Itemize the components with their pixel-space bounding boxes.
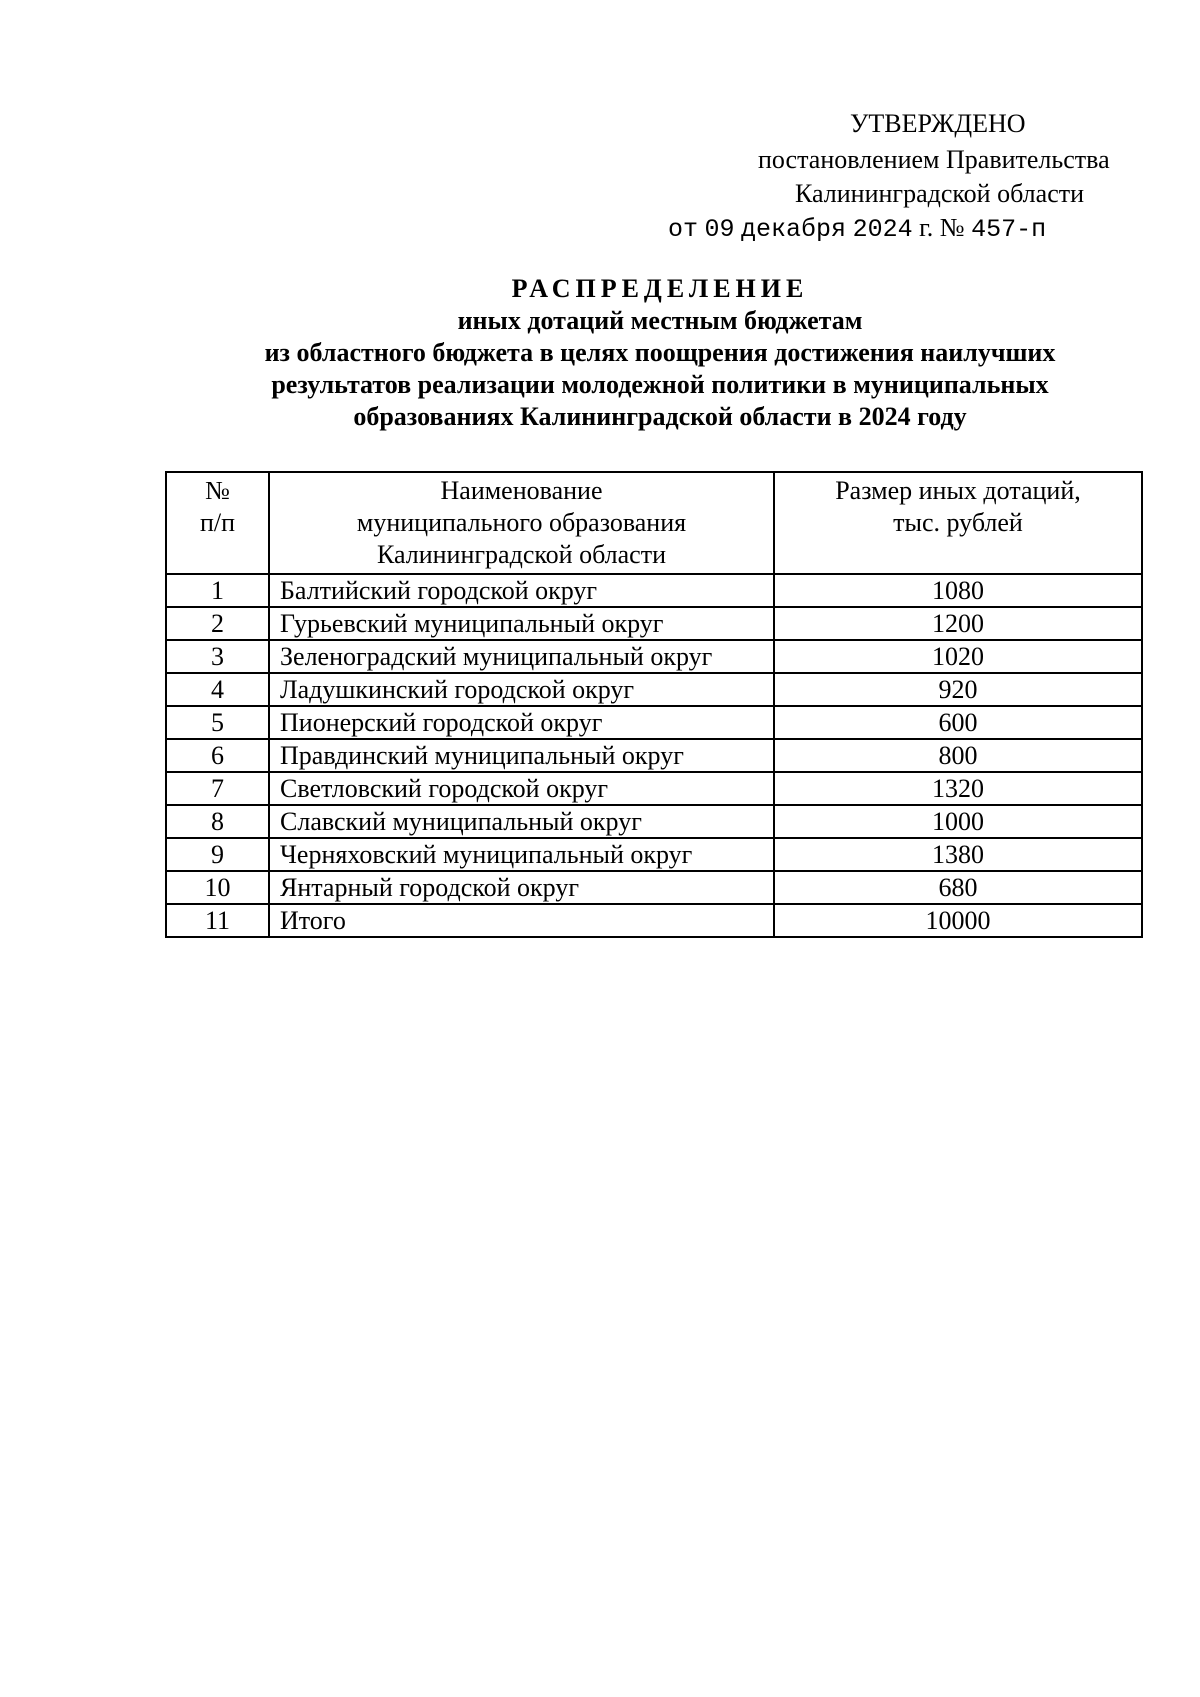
row-municipality-name: Итого <box>269 904 774 937</box>
approval-date-prefix: от <box>668 215 699 244</box>
column-header-number-line-2: п/п <box>199 508 236 537</box>
row-number: 9 <box>166 838 269 871</box>
column-header-name-line-3: Калининградской области <box>376 540 666 569</box>
row-number: 5 <box>166 706 269 739</box>
table-row <box>166 805 1142 838</box>
row-number: 3 <box>166 640 269 673</box>
row-subsidy-value: 1200 <box>774 607 1142 640</box>
row-subsidy-value: 10000 <box>774 904 1142 937</box>
row-number: 1 <box>166 574 269 607</box>
approval-block <box>0 108 1200 248</box>
table-row <box>166 607 1142 640</box>
row-subsidy-value: 1000 <box>774 805 1142 838</box>
table-row <box>166 673 1142 706</box>
row-municipality-name: Славский муниципальный округ <box>269 805 774 838</box>
row-number: 11 <box>166 904 269 937</box>
row-number: 8 <box>166 805 269 838</box>
column-header-value-line-1: Размер иных дотаций, <box>835 476 1081 505</box>
row-subsidy-value: 920 <box>774 673 1142 706</box>
table-row <box>166 772 1142 805</box>
row-municipality-name: Пионерский городской округ <box>269 706 774 739</box>
table-total-row <box>166 904 1142 937</box>
document-heading: РАСПРЕДЕЛЕНИЕ <box>511 274 809 303</box>
table-row <box>166 871 1142 904</box>
approval-line-1: постановлением Правительства <box>758 145 1110 174</box>
row-number: 6 <box>166 739 269 772</box>
column-header-name <box>269 472 774 574</box>
header-line-1: иных дотаций местным бюджетам <box>457 306 863 335</box>
row-municipality-name: Правдинский муниципальный округ <box>269 739 774 772</box>
approval-doc-number: 457-п <box>971 215 1047 244</box>
row-number: 4 <box>166 673 269 706</box>
row-subsidy-value: 1020 <box>774 640 1142 673</box>
table-row <box>166 739 1142 772</box>
column-header-name-line-2: муниципального образования <box>356 508 687 537</box>
column-header-number-line-1: № <box>205 476 230 505</box>
row-subsidy-value: 1320 <box>774 772 1142 805</box>
row-subsidy-value: 1380 <box>774 838 1142 871</box>
table-row <box>166 574 1142 607</box>
column-header-name-line-1: Наименование <box>440 476 603 505</box>
header-line-4: образованиях Калининградской области в 2024 году <box>353 402 967 431</box>
table-row <box>166 640 1142 673</box>
table-header-row <box>166 472 1142 574</box>
row-number: 10 <box>166 871 269 904</box>
row-subsidy-value: 800 <box>774 739 1142 772</box>
row-municipality-name: Ладушкинский городской округ <box>269 673 774 706</box>
row-municipality-name: Балтийский городской округ <box>269 574 774 607</box>
table-row <box>166 838 1142 871</box>
document-header <box>160 273 1160 433</box>
table-row <box>166 706 1142 739</box>
row-municipality-name: Зеленоградский муниципальный округ <box>269 640 774 673</box>
header-line-3: результатов реализации молодежной политики в муниципальных <box>271 370 1049 399</box>
row-municipality-name: Черняховский муниципальный округ <box>269 838 774 871</box>
row-municipality-name: Янтарный городской округ <box>269 871 774 904</box>
row-number: 7 <box>166 772 269 805</box>
row-number: 2 <box>166 607 269 640</box>
approval-date-day: 09 <box>704 215 735 244</box>
approval-date-month: декабря <box>741 215 847 244</box>
approval-date-line <box>668 212 1046 246</box>
approval-date-year: 2024 <box>852 215 913 244</box>
approval-title: УТВЕРЖДЕНО <box>850 109 1026 138</box>
approval-date-year-suffix: г. № <box>919 213 965 242</box>
row-subsidy-value: 1080 <box>774 574 1142 607</box>
column-header-value-line-2: тыс. рублей <box>893 508 1023 537</box>
row-subsidy-value: 680 <box>774 871 1142 904</box>
distribution-table <box>165 471 1143 938</box>
row-municipality-name: Гурьевский муниципальный округ <box>269 607 774 640</box>
column-header-value <box>774 472 1142 574</box>
row-municipality-name: Светловский городской округ <box>269 772 774 805</box>
approval-line-2: Калининградской области <box>795 179 1085 208</box>
column-header-number <box>166 472 269 574</box>
header-line-2: из областного бюджета в целях поощрения достижения наилучших <box>264 338 1056 367</box>
row-subsidy-value: 600 <box>774 706 1142 739</box>
